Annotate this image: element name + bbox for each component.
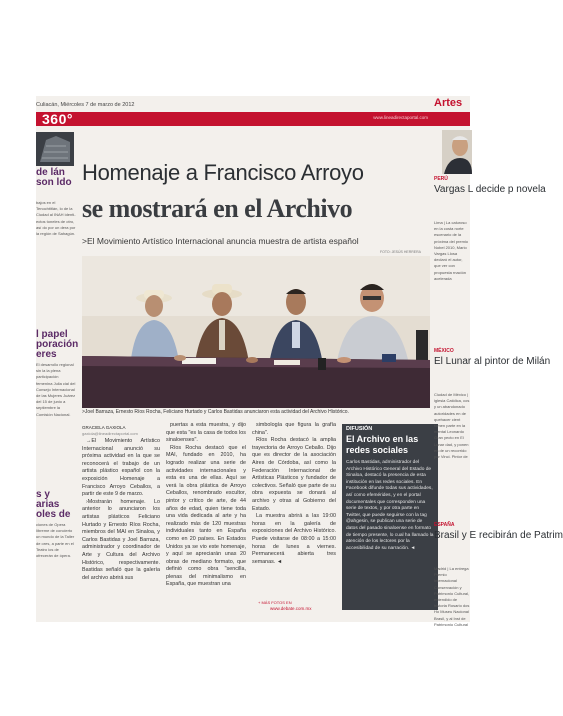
right-headline-2: El Lunar al pintor de Milán: [434, 356, 551, 367]
section-right-label: Artes: [434, 97, 463, 109]
left-headline-2: l papel poración eres: [36, 329, 79, 360]
right-neighbor-column: [434, 130, 563, 627]
paragraph: puertas a esta muestra, y dijo que esta "es la casa de todos los sinaloenses".: [166, 422, 246, 444]
right-tag-1: PERÚ: [434, 176, 448, 182]
left-headline-3: s y arias oles de: [36, 489, 71, 520]
paragraph: →El Movimiento Artístico Internacional anunció su próxima actividad en la que se reconocerá el trabajo de un artista plástico español con la exposición Homenaje a Francisco Arroyo Ceballos, a partir de este 9 de marzo.: [82, 438, 160, 498]
left-text-2: El desarrollo regional sin la la plena participación femenina Julia cial del Consejo Internacional de las Mujeres Juárez del 15 de junio a septiembre la Comisión Nacional.: [36, 362, 76, 417]
portrait-photo-icon: [442, 130, 472, 174]
right-text-3: Madrid | La entrega Premio Internacional Conservación y Patrimonio Cultural, entendido de historia Rosario dos Ho Museu Nacional Brasil, y al Inst de Patrimonio Cultural: [434, 566, 470, 627]
headline-line-2: se mostrará en el Archivo: [82, 194, 353, 223]
right-tag-3: ESPAÑA: [434, 522, 455, 528]
photo-credit: FOTO: JESÚS HERRERA: [380, 250, 421, 254]
section-bar-right: [436, 112, 470, 126]
author-name: GRACIELA GAXIOLA: [82, 425, 126, 430]
more-photos-label: + MÁS FOTOS EN: [258, 600, 292, 605]
right-tag-2: MÉXICO: [434, 348, 454, 354]
four-men-at-table-photo: [82, 256, 430, 408]
building-photo-icon: [36, 132, 74, 166]
left-text-1: bajos en el Tenochtitlán, lo de la Ciudad al INAH identi- ectos toneles de otro, así do por un dera por la región de Sahagún.: [36, 200, 76, 237]
article-column-2: [166, 422, 246, 589]
subheadline: >El Movimiento Artístico Internacional anuncia muestra de artista español: [82, 236, 359, 246]
right-text-2: Ciudad de México | iglesia Católica, cos y un abandonado autoridades en de quehacer cient tomen parte en la mental Leonardo Gran yecto en El Lunar dad, y ponen en de un recorrido por Vinci. Pintor de: [434, 392, 470, 460]
right-text-1: Lima | La caluroso en la costa norte escenario de la próxima del premio Nobel 2010, Mario Vargas Llosa declaró el autor, que ver con propuesta rnación acelerada: [434, 220, 469, 281]
headline-line-1: Homenaje a Francisco Arroyo: [82, 160, 364, 185]
paragraph: ›Mostrarán homenaje. Lo anterior lo anunciaron los artistas plásticos Feliciano Hurtado y Ernesto Ríos Rocha, miembros del MAI en Sinaloa, y Carlos Bastidas y Joel Barraza, administrador y coordinador de Arte y Cultura del Archivo Histórico, respectivamente. Bastidas señaló que la galería del archivo abrirá sus: [82, 498, 160, 581]
author-email: gaxiola@lineadirectaportal.com: [82, 431, 138, 436]
article-column-3: [252, 422, 336, 566]
right-headline-1: Vargas L decide p novela: [434, 184, 546, 195]
diffusion-label: DIFUSIÓN: [346, 426, 373, 432]
left-thumbnail: [36, 132, 74, 166]
diffusion-body: Carlos Bastidas, administrador del Archivo Histórico General del Estado de Sinaloa, destacó la presencia de esta institución en las redes sociales. En Facebook difunde todas sus actividades, así como efemérides, y en el portal documentales que corresponden una serie de textos, y por otra parte en Twitter, que puede seguirse con la tag @ahgesin, se publican una serie de datos del pasado sinaloense en formato de tiempo presente, lo cual ha llamado la atención de los lectores por la accesibilidad de su narración. ◄: [346, 460, 434, 551]
paragraph: Ríos Rocha destacó la amplia trayectoria de Arroyo Ceballo. Dijo que es director de la asociación Aires de Córdoba, así como la Federación Internacional de Artísticas Plásticos y fundador de colectivos. Señaló que parte de su obra expuesta se donará al archivo y otras al Gobierno del Estado.: [252, 437, 336, 512]
diffusion-sidebar: [342, 424, 438, 610]
section-url: www.lineadirectaportal.com: [373, 115, 428, 120]
newspaper-page: [36, 96, 563, 627]
dateline: Culiacán, Miércoles 7 de marzo de 2012: [36, 102, 135, 108]
section-label: 360°: [42, 111, 73, 127]
more-photos-link[interactable]: www.debate.com.mx: [270, 606, 312, 611]
photo-caption: >Joel Barraza, Ernesto Ríos Rocha, Feliciano Hurtado y Carlos Bastidas anunciaron esta actividad del Archivo Histórico.: [82, 409, 349, 415]
left-headline-1: de lán son ldo: [36, 167, 72, 188]
section-bar: [36, 112, 436, 126]
article-column-1: [82, 438, 160, 582]
right-headline-3: Brasil y E recibirán de Patrim: [434, 530, 563, 541]
press-photo: [82, 256, 430, 408]
section-right-header: [430, 96, 470, 112]
paragraph: Ríos Rocha destacó que el MAI, fundado en 2010, ha logrado realizar una serie de actividades internacionales y esta es una de ellas. Aquí se verá la obra plástica de Arroyo Ceballos, renombrado escultor, pintor y crítico de arte, de 44 años de edad, quien tiene toda una vida dedicada al arte y ha realizado más de 120 muestras individuales tanto en España como en 20 países. En Estados Unidos ya se vio este homenaje, y aquí se apreciarán unas 20 obras de mediano formato, que definió como obra "sencilla, plenas del minimalismo en España, que muestran una: [166, 444, 246, 588]
left-text-3: ciones de Opera líbreme de concierto un mundo de la Taller de ores, a parte en el Teatro ios de ofrecerán de ópera.: [36, 522, 75, 559]
right-portrait: [442, 130, 472, 174]
left-neighbor-column: [36, 130, 79, 622]
paragraph: simbología que figura la grafía china".: [252, 422, 336, 436]
paragraph: La muestra abrirá a las 19:00 horas en la galería de exposiciones del Archivo Histórico. Puede visitarse de 08:00 a 15:00 horas de lunes a viernes. Permanecerá abierta tres semanas. ◄: [252, 513, 336, 565]
diffusion-title: El Archivo en las redes sociales: [346, 434, 419, 455]
